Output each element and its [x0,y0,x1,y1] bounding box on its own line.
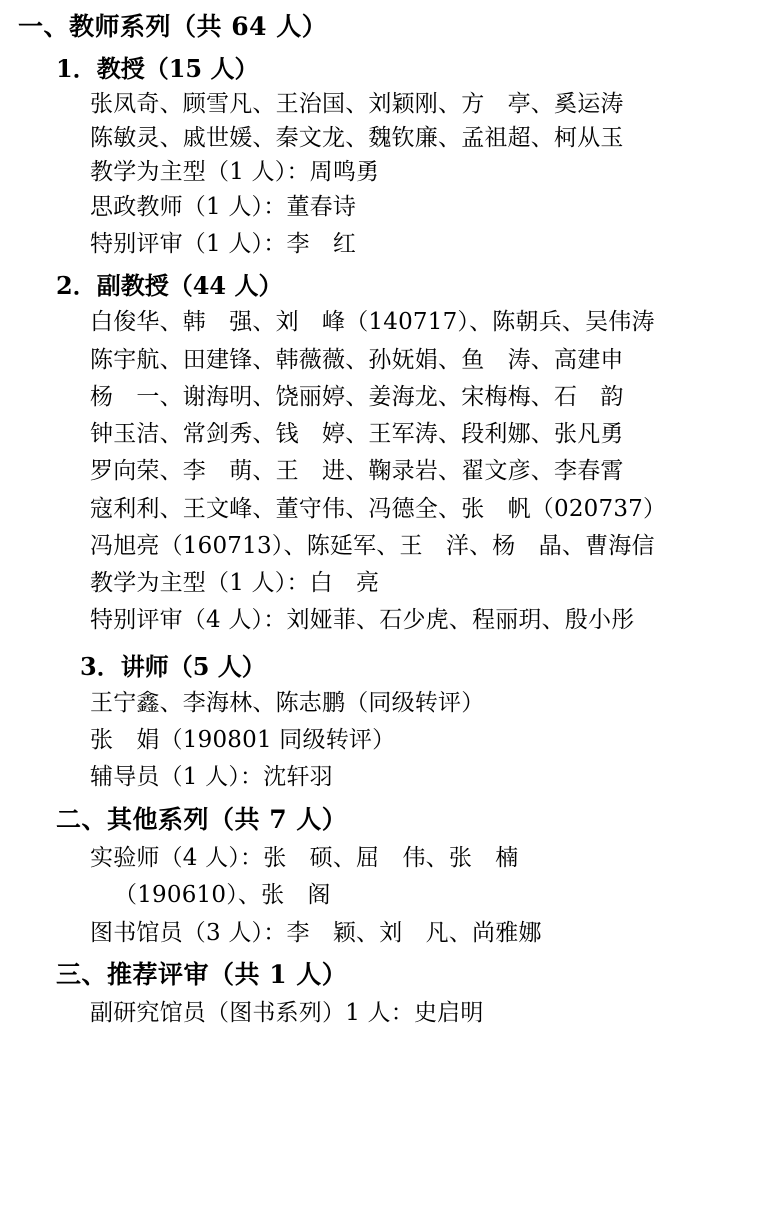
group-associate-professor [18,267,747,639]
group-line: 思政教师（1 人）：董春诗 [90,193,357,220]
group-line: 寇利利、王文峰、董守伟、冯德全、张 帆（020737） [90,495,667,522]
group-line: 张凤奇、顾雪凡、王治国、刘颖刚、方 亭、奚运涛 [90,90,624,117]
group-line: 教学为主型（1 人）：周鸣勇 [90,158,380,185]
group-lecturer [18,648,747,797]
group-line: 陈宇航、田建锋、韩薇薇、孙妩娟、鱼 涛、高建申 [90,346,624,373]
group-line: 白俊华、韩 强、刘 峰（140717）、陈朝兵、吴伟涛 [90,309,655,336]
group-line: 陈敏灵、戚世媛、秦文龙、魏钦廉、孟祖超、柯从玉 [90,124,624,151]
group-line: 特别评审（1 人）：李 红 [90,231,357,258]
group-line: 钟玉洁、常剑秀、钱 婷、王军涛、段利娜、张凡勇 [90,421,624,448]
group-line: 王宁鑫、李海林、陈志鹏（同级转评） [90,689,485,716]
group-line: 教学为主型（1 人）：白 亮 [90,570,380,597]
group-line: 实验师（4 人）：张 硕、屈 伟、张 楠 [90,845,519,872]
group-heading: 2．副教授（44 人） [56,271,283,301]
group-line: 副研究馆员（图书系列）1 人：史启明 [90,1000,484,1027]
group-line: 罗向荣、李 萌、王 进、鞠录岩、翟文彦、李春霄 [90,458,624,485]
group-line: 图书馆员（3 人）：李 颖、刘 凡、尚雅娜 [90,919,542,946]
group-line: 冯旭亮（160713）、陈延军、王 洋、杨 晶、曹海信 [90,532,655,559]
group-line: （190610）、张 阁 [114,882,331,909]
group-heading: 3．讲师（5 人） [80,651,266,681]
group-professor [18,50,747,264]
section-other-series [18,801,747,952]
group-line: 杨 一、谢海明、饶丽婷、姜海龙、宋梅梅、石 韵 [90,383,624,410]
section-heading: 二、其他系列（共 7 人） [56,804,348,834]
group-line: 张 娟（190801 同级转评） [90,727,396,754]
section-heading: 三、推荐评审（共 1 人） [56,959,348,989]
group-heading: 1．教授（15 人） [56,53,259,83]
section-heading: 一、教师系列（共 64 人） [18,12,328,41]
group-line: 辅导员（1 人）：沈轩羽 [90,764,333,791]
section-teacher-series [18,8,747,797]
group-line: 特别评审（4 人）：刘娅菲、石少虎、程丽玥、殷小彤 [90,607,635,634]
section-recommend-review [18,956,747,1033]
